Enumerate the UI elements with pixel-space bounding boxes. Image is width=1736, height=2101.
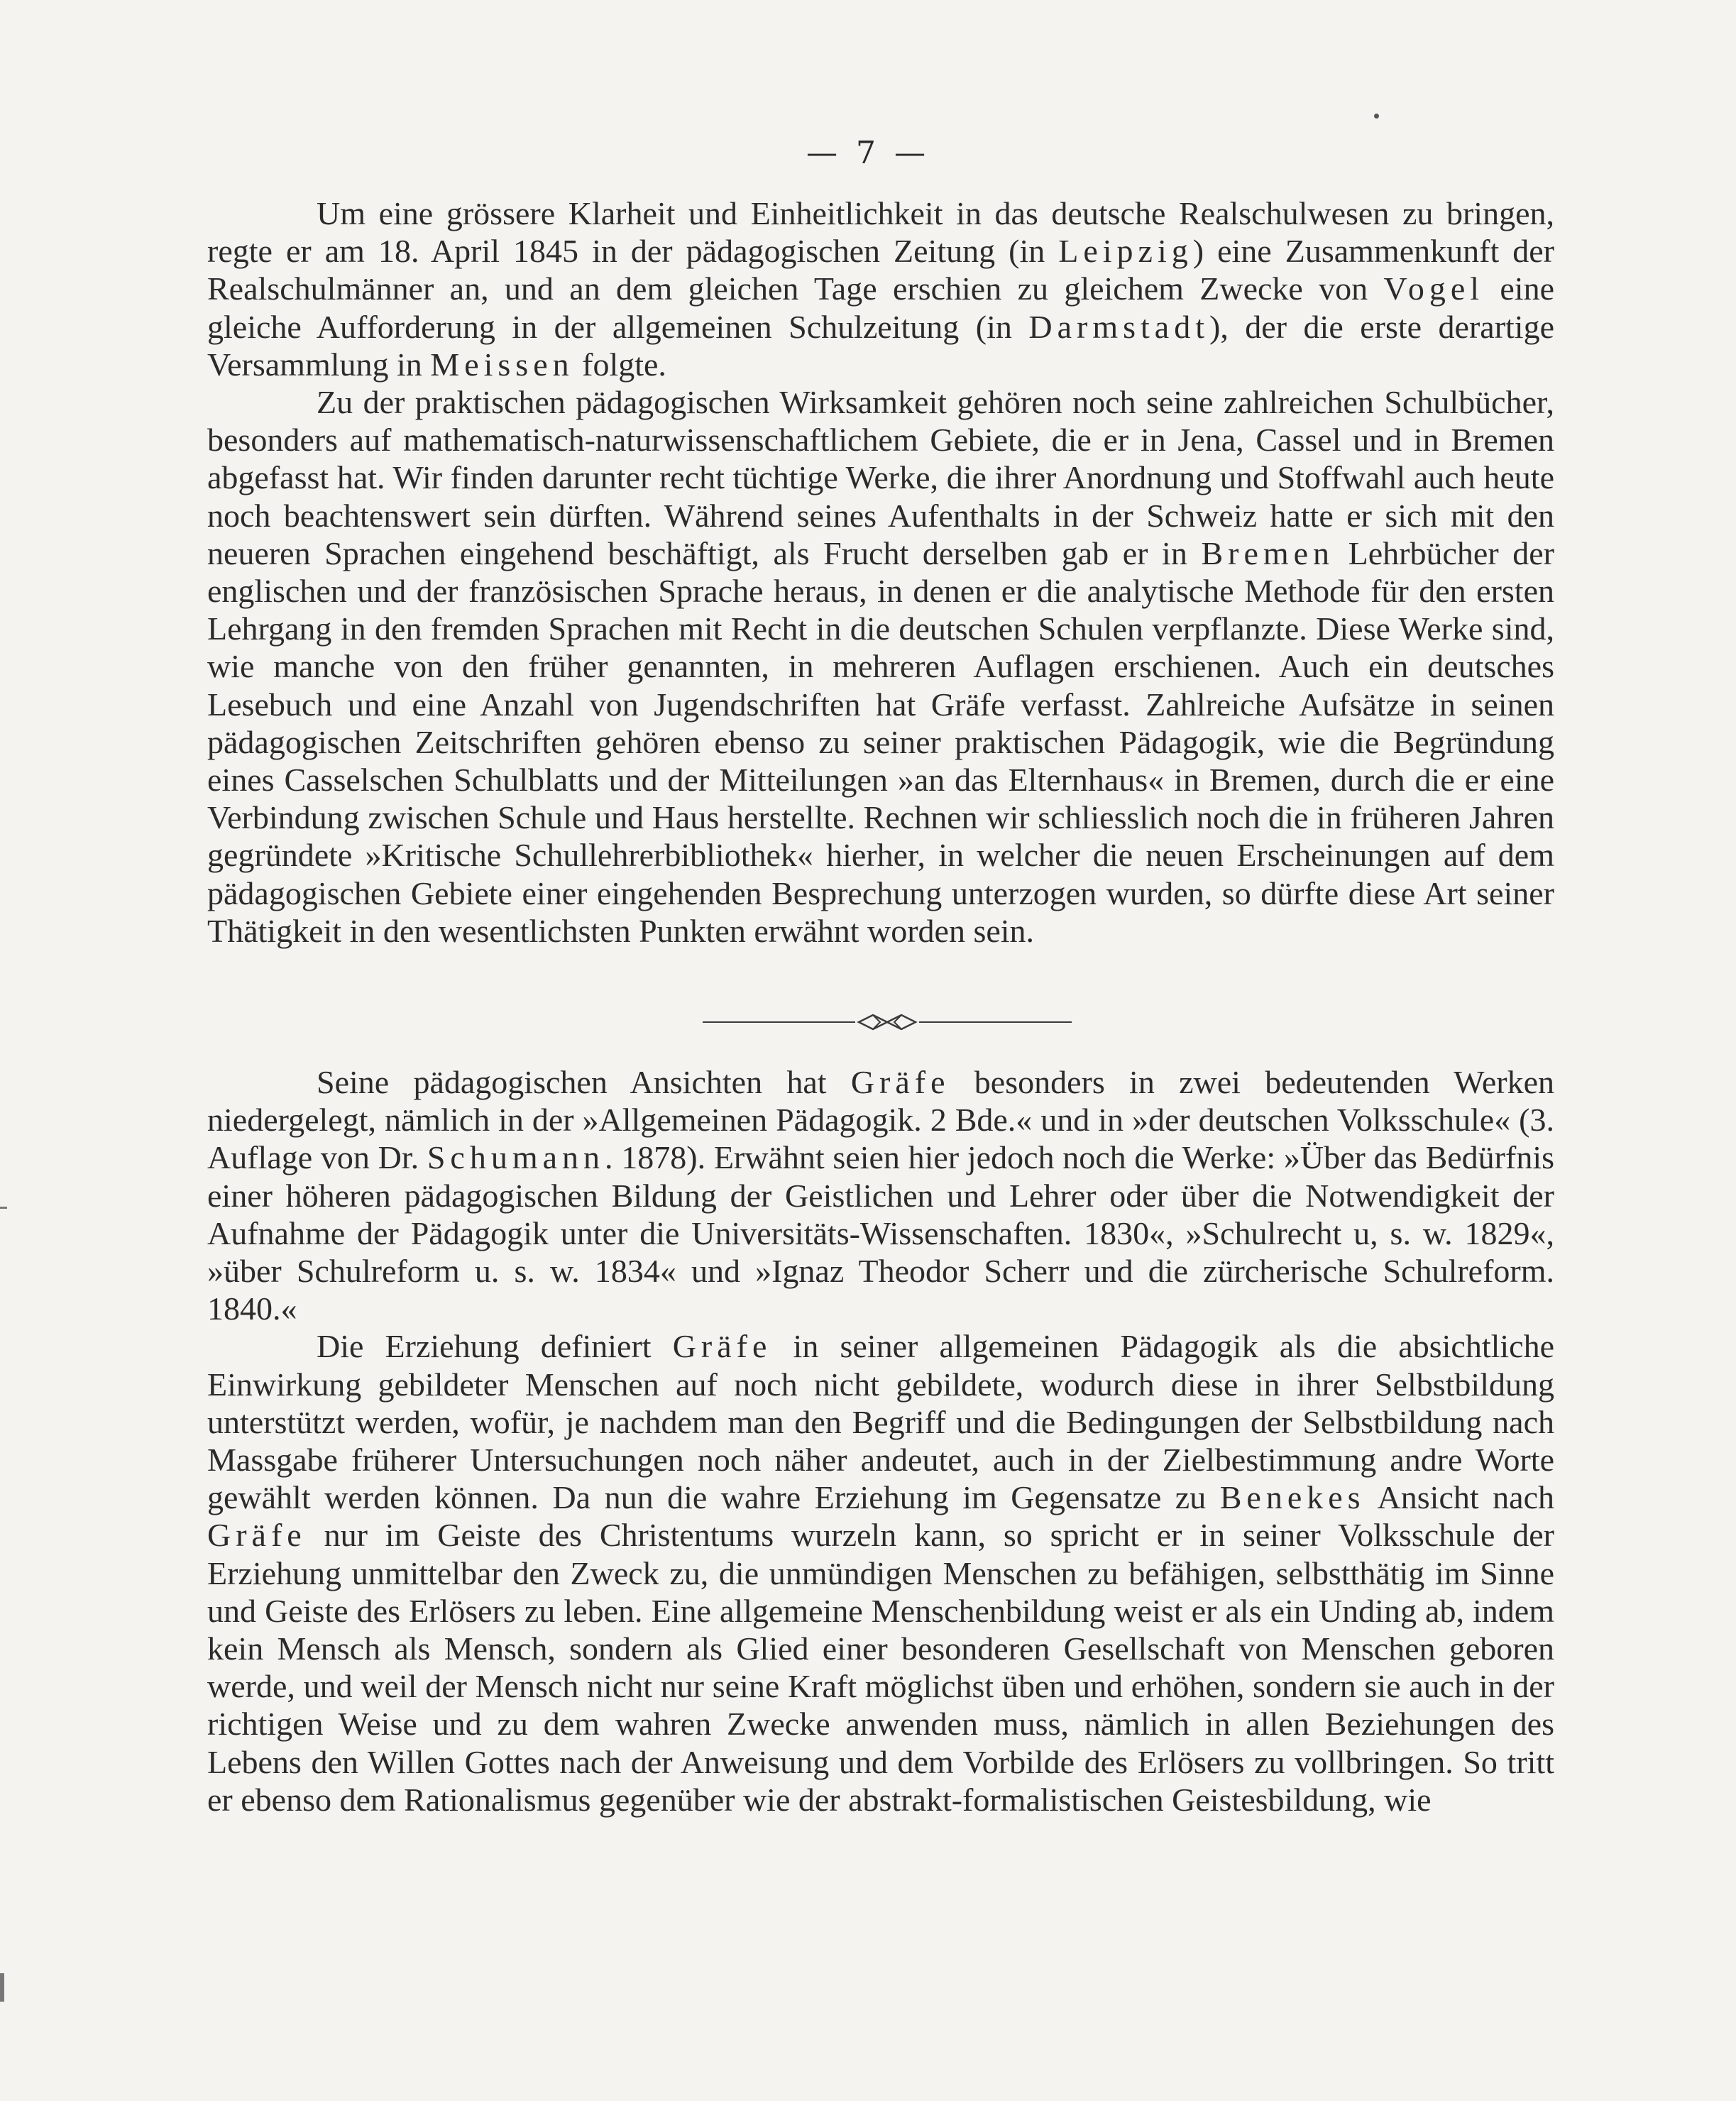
text-run: besonders in zwei bedeutenden Werken niedergelegt, nämlich in der »Allgemeinen Pädagogik. 2 Bde.« und in »der deutschen Volksschule« (3. Auflage von Dr.	[207, 1064, 1554, 1176]
divider-rule-right	[919, 1021, 1072, 1023]
margin-mark	[0, 1973, 4, 2002]
text-run: Lehrbücher der englischen und der französischen Sprache heraus, in denen er die analytische Methode für den ersten Lehrgang in den fremden Sprachen mit Recht in die deutschen Schulen verpflanzte. Diese Werke sind, wie manche von den früher genannten, in mehreren Auflagen erschienen. Auch ein deutsches Lesebuch und eine Anzahl von Jugendschriften hat Gräfe verfasst. Zahlreiche Aufsätze in seinen pädagogischen Zeitschriften gehören ebenso zu seiner praktischen Pädagogik, wie die Begründung eines Casselschen Schulblatts und der Mitteilungen »an das Elternhaus« in Bremen, durch die er eine Verbindung zwischen Schule und Haus herstellte. Rechnen wir schliesslich noch die in früheren Jahren gegründete »Kritische Schullehrerbibliothek« hierher, in welcher die neuen Erscheinungen auf dem pädagogischen Gebiete einer eingehenden Besprechung unterzogen wurden, so dürfte diese Art seiner Thätigkeit in den wesentlichsten Punkten erwähnt worden sein.	[207, 534, 1554, 949]
spaced-name: Vogel	[1383, 270, 1485, 307]
text-run: Ansicht nach	[1365, 1479, 1554, 1516]
text-run: ) eine Zusammenkunft der Realschulmänner an, und an dem gleichen Tage erschien zu gleichem Zwecke von	[207, 233, 1554, 307]
text-run: eine gleiche Aufforderung in der allgemeinen Schulzeitung (in	[207, 270, 1554, 345]
spaced-name: Benekes	[1219, 1479, 1366, 1516]
text-run: nur im Geiste des Christentums wurzeln kann, so spricht er in seiner Volksschule der Erziehung unmittelbar den Zweck zu, die unmündigen Menschen zu befähigen, selbstthätig im Sinne und Geiste des Erlösers zu leben. Eine allgemeine Menschenbildung weist er als ein Unding ab, indem kein Mensch als Mensch, sondern als Glied einer besonderen Gesellschaft von Menschen geboren werde, und weil der Mensch nicht nur seine Kraft möglichst üben und erhöhen, sondern sie auch in der richtigen Weise und zu dem wahren Zwecke anwenden muss, nämlich in allen Beziehungen des Lebens den Willen Gottes nach der Anweisung und dem Vorbilde des Erlösers zu vollbringen. So tritt er ebenso dem Rationalismus gegenüber wie der abstrakt-formalistischen Geistesbildung, wie	[207, 1517, 1554, 1818]
text-run: Seine pädagogischen Ansichten hat	[317, 1064, 851, 1100]
spaced-name: Meissen	[430, 346, 574, 383]
spaced-name: Darmstadt	[1028, 308, 1209, 345]
knot-ornament-icon	[855, 1008, 919, 1036]
spaced-name: Gräfe	[672, 1328, 772, 1365]
paragraph-3	[207, 1063, 1554, 1327]
text-run: ), der die erste derartige Versammlung in	[207, 308, 1554, 383]
page-number: — 7 —	[806, 135, 930, 171]
ink-speck	[1374, 114, 1379, 119]
paragraph-1	[207, 194, 1554, 383]
ornament-knot-icon	[855, 1008, 919, 1036]
margin-mark	[0, 1207, 7, 1209]
spaced-name: Gräfe	[850, 1064, 950, 1100]
text-run: . 1878). Erwähnt seien hier jedoch noch die Werke: »Über das Bedürfnis einer höheren pädagogischen Bildung der Geistlichen und Lehrer oder über die Notwendigkeit der Aufnahme der Pädagogik unter die Universitäts-Wissenschaften. 1830«, »Schulrecht u, s. w. 1829«, »über Schulreform u. s. w. 1834« und »Ignaz Theodor Scherr und die zürcherische Schulreform. 1840.«	[207, 1139, 1555, 1327]
divider-rule-left	[703, 1021, 855, 1023]
spaced-name: Bremen	[1201, 534, 1335, 571]
text-run: Um eine grössere Klarheit und Einheitlichkeit in das deutsche Realschulwesen zu bringen, regte er am 18. April 1845 in der pädagogischen Zeitung (in	[207, 195, 1554, 270]
text-run: Die Erziehung definiert	[317, 1328, 673, 1365]
text-run: folgte.	[573, 346, 666, 383]
section-divider-ornament	[703, 1008, 1072, 1036]
text-section-1	[207, 194, 1554, 950]
paragraph-4	[207, 1327, 1554, 1819]
spaced-name: Schumann	[427, 1139, 605, 1176]
text-run: Zu der praktischen pädagogischen Wirksamkeit gehören noch seine zahlreichen Schulbücher, besonders auf mathematisch-naturwissenschaftlichem Gebiete, die er in Jena, Cassel und in Bremen abgefasst hat. Wir finden darunter recht tüchtige Werke, die ihrer Anordnung und Stoffwahl auch heute noch beachtenswert sein dürften. Während seines Aufenthalts in der Schweiz hatte er sich mit den neueren Sprachen eingehend beschäftigt, als Frucht derselben gab er in	[207, 384, 1554, 571]
paragraph-2	[207, 383, 1554, 950]
text-section-2	[207, 1063, 1554, 1819]
spaced-name: Leipzig	[1058, 233, 1193, 270]
spaced-name: Gräfe	[207, 1517, 307, 1554]
text-run: in seiner allgemeinen Pädagogik als die absichtliche Einwirkung gebildeter Menschen auf noch nicht gebildete, wodurch diese in ihrer Selbstbildung unterstützt werden, wofür, je nachdem man den Begriff und die Bedingungen der Selbstbildung nach Massgabe früherer Untersuchungen noch näher andeutet, auch in der Zielbestimmung andre Worte gewählt werden können. Da nun die wahre Erziehung im Gegensatze zu	[207, 1328, 1554, 1516]
